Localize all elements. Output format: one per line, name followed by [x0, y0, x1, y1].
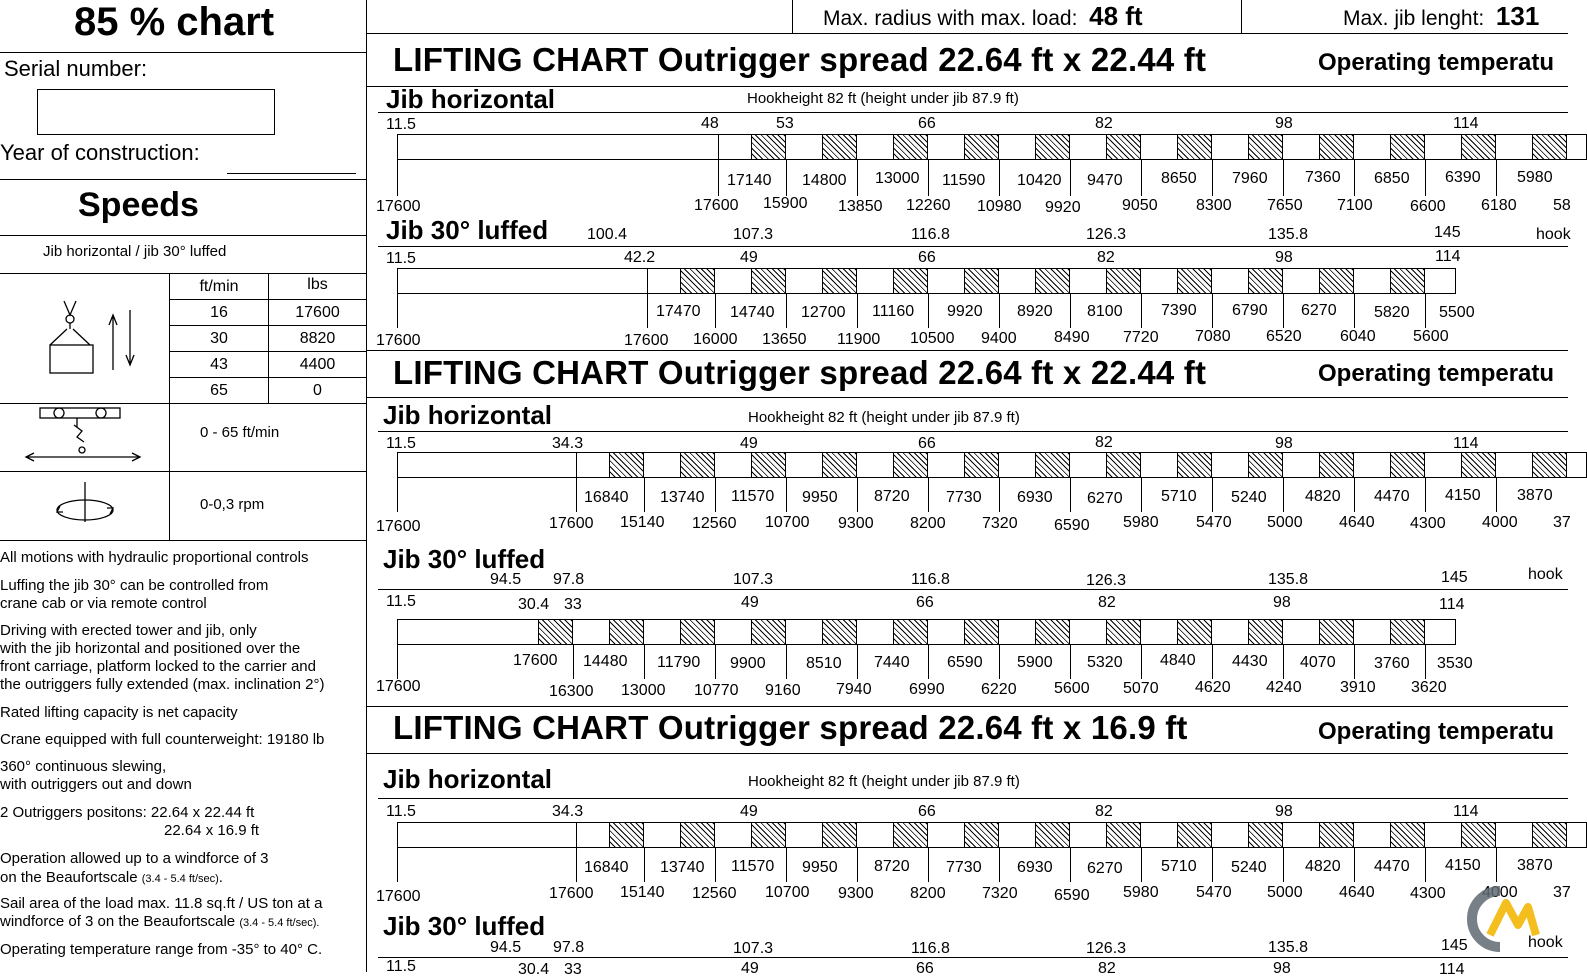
load-value: 7440: [874, 654, 910, 671]
load-value: 6220: [981, 681, 1017, 698]
hookheight-value: 126.3: [1086, 226, 1127, 243]
radius-label: 98: [1273, 594, 1291, 611]
hook-label: hook: [1528, 934, 1563, 951]
load-value: 9400: [981, 330, 1017, 347]
radius-label: 82: [1097, 249, 1115, 266]
load-value: 4470: [1374, 488, 1410, 505]
load-value: 4000: [1482, 884, 1518, 901]
radius-label: 114: [1453, 115, 1479, 132]
load-value: 5000: [1267, 884, 1303, 901]
serial-number-label: Serial number:: [4, 56, 148, 81]
hookheight-value: 97.8: [553, 571, 585, 588]
load-value: 5240: [1231, 489, 1267, 506]
load-value: 17600: [376, 888, 421, 905]
load-value: 13740: [660, 859, 705, 876]
load-value: 3870: [1517, 857, 1553, 874]
note-line: Driving with erected tower and jib, only: [0, 622, 257, 639]
load-value: 6180: [1481, 197, 1517, 214]
radius-label: 98: [1275, 115, 1293, 132]
table-cell: 65: [210, 382, 228, 399]
operating-temperature-label: Operating temperatu: [1318, 49, 1555, 76]
hookheight-value: 107.3: [733, 226, 774, 243]
section-title: Jib 30° luffed: [383, 544, 546, 574]
load-value: 4820: [1305, 858, 1341, 875]
load-value: 7940: [836, 681, 872, 698]
load-value: 4000: [1482, 514, 1518, 531]
load-value: 8200: [910, 515, 946, 532]
load-value: 6270: [1087, 860, 1123, 877]
max-radius-header: Max. radius with max. load: 48 ft: [823, 1, 1143, 31]
radius-label: 114: [1439, 596, 1465, 613]
load-value: 4070: [1300, 654, 1336, 671]
trolley-speed: 0 - 65 ft/min: [200, 424, 280, 441]
load-value: 17600: [694, 197, 739, 214]
radius-label: 49: [741, 960, 759, 977]
speeds-subtitle: Jib horizontal / jib 30° luffed: [43, 243, 227, 260]
hookheight-value: 97.8: [553, 939, 585, 956]
hookheight-value: 135.8: [1268, 571, 1309, 588]
load-value: 9050: [1122, 197, 1158, 214]
load-value: 3530: [1437, 655, 1473, 672]
radius-label: 33: [564, 961, 582, 978]
load-value: 8300: [1196, 197, 1232, 214]
load-value: 6520: [1266, 328, 1302, 345]
load-value: 12560: [692, 515, 737, 532]
load-value: 8920: [1017, 303, 1053, 320]
load-value: 8490: [1054, 329, 1090, 346]
radius-label: 114: [1435, 248, 1461, 265]
radius-label: 11.5: [386, 116, 416, 133]
load-value: 11570: [731, 488, 775, 505]
radius-label: 82: [1098, 594, 1116, 611]
load-value: 4840: [1160, 652, 1196, 669]
load-value: 16840: [584, 859, 629, 876]
lifting-chart-title: LIFTING CHART Outrigger spread 22.64 ft x 22.44 ft: [393, 354, 1207, 391]
load-value: 7730: [946, 489, 982, 506]
load-value: 9950: [802, 859, 838, 876]
load-value: 6790: [1232, 302, 1268, 319]
radius-label: 66: [916, 594, 934, 611]
hoist-icon: [40, 295, 150, 380]
load-value: 37: [1553, 514, 1571, 531]
load-value: 5320: [1087, 654, 1123, 671]
note-line: Luffing the jib 30° can be controlled from: [0, 577, 269, 594]
year-of-construction-field[interactable]: [227, 173, 356, 174]
hookheight-value: 100.4: [587, 226, 628, 243]
load-value: 7720: [1123, 329, 1159, 346]
radius-label: 114: [1453, 803, 1479, 820]
note-line: Sail area of the load max. 11.8 sq.ft / US ton at a: [0, 895, 323, 912]
slewing-icon: [50, 478, 120, 528]
load-value: 3870: [1517, 487, 1553, 504]
radius-label: 82: [1098, 960, 1116, 977]
load-value: 9300: [838, 885, 874, 902]
load-value: 14480: [583, 653, 628, 670]
load-value: 17600: [376, 678, 421, 695]
load-value: 8510: [806, 655, 842, 672]
load-value: 12560: [692, 885, 737, 902]
speeds-title: Speeds: [78, 186, 199, 224]
note-line: with the jib horizontal and positioned over the: [0, 640, 301, 657]
radius-label: 114: [1453, 435, 1479, 452]
load-value: 8650: [1161, 170, 1197, 187]
load-value: 13000: [621, 682, 666, 699]
radius-label: 49: [740, 249, 758, 266]
load-value: 9950: [802, 489, 838, 506]
load-value: 14740: [730, 304, 775, 321]
watermark-logo: [1460, 885, 1540, 951]
hookheight-value: 145: [1441, 937, 1468, 954]
load-value: 4240: [1266, 679, 1302, 696]
radius-label: 98: [1273, 960, 1291, 977]
load-value: 13000: [875, 170, 920, 187]
load-value: 7360: [1305, 169, 1341, 186]
load-value: 11590: [942, 172, 986, 189]
note-line: Crane equipped with full counterweight: 19180 lb: [0, 731, 325, 748]
load-value: 4820: [1305, 488, 1341, 505]
load-value: 5710: [1161, 858, 1197, 875]
load-value: 3760: [1374, 655, 1410, 672]
note-line: 2 Outriggers positons: 22.64 x 22.44 ft: [0, 804, 255, 821]
hookheight-value: 145: [1441, 569, 1468, 586]
load-value: 17600: [513, 652, 558, 669]
load-value: 6930: [1017, 859, 1053, 876]
load-value: 17140: [727, 172, 772, 189]
load-value: 8100: [1087, 303, 1123, 320]
load-value: 6990: [909, 681, 945, 698]
load-value: 11900: [837, 331, 881, 348]
hook-label: hook: [1528, 566, 1563, 583]
load-value: 5900: [1017, 654, 1053, 671]
load-value: 7730: [946, 859, 982, 876]
load-value: 4640: [1339, 514, 1375, 531]
radius-label: 98: [1275, 803, 1293, 820]
load-value: 11790: [657, 654, 701, 671]
hookheight-value: 116.8: [911, 571, 950, 588]
load-value: 17600: [549, 885, 594, 902]
radius-label: 53: [776, 115, 794, 132]
note-line: Operation allowed up to a windforce of 3: [0, 850, 269, 867]
hoist-header-speed: ft/min: [199, 278, 239, 295]
hookheight-value: 135.8: [1268, 939, 1309, 956]
load-value: 16840: [584, 489, 629, 506]
load-value: 6600: [1410, 198, 1446, 215]
load-value: 9300: [838, 515, 874, 532]
load-value: 5710: [1161, 488, 1197, 505]
year-of-construction-label: Year of construction:: [0, 140, 200, 165]
load-value: 8720: [874, 488, 910, 505]
load-value: 4300: [1410, 885, 1446, 902]
lifting-chart-title: LIFTING CHART Outrigger spread 22.64 ft x 16.9 ft: [393, 709, 1188, 746]
load-value: 9470: [1087, 172, 1123, 189]
load-value: 6040: [1340, 328, 1376, 345]
hook-label: hook: [1536, 226, 1571, 243]
table-cell: 0: [313, 382, 322, 399]
hookheight-label: Hookheight 82 ft (height under jib 87.9 ft): [748, 773, 1020, 790]
radius-label: 30.4: [518, 596, 550, 613]
note-line: on the Beaufortscale (3.4 - 5.4 ft/sec).: [0, 869, 223, 886]
note-line: 22.64 x 16.9 ft: [164, 822, 260, 839]
hookheight-label: Hookheight 82 ft (height under jib 87.9 ft): [747, 90, 1019, 107]
trolley-icon: [22, 405, 152, 465]
hookheight-value: 126.3: [1086, 940, 1127, 957]
note-line: the outriggers fully extended (max. inclination 2°): [0, 676, 325, 693]
load-value: 9160: [765, 682, 801, 699]
load-value: 5600: [1054, 680, 1090, 697]
load-value: 6850: [1374, 170, 1410, 187]
radius-label: 66: [918, 115, 936, 132]
load-value: 9900: [730, 655, 766, 672]
load-value: 6270: [1087, 490, 1123, 507]
radius-label: 34.3: [552, 435, 584, 452]
hookheight-value: 145: [1434, 224, 1461, 241]
hookheight-value: 107.3: [733, 571, 774, 588]
load-value: 6590: [1054, 887, 1090, 904]
radius-label: 11.5: [386, 958, 416, 975]
load-value: 5470: [1196, 884, 1232, 901]
radius-label: 49: [740, 435, 758, 452]
lifting-chart-title: LIFTING CHART Outrigger spread 22.64 ft x 22.44 ft: [393, 41, 1207, 78]
load-value: 12260: [906, 197, 951, 214]
load-value: 5240: [1231, 859, 1267, 876]
load-value: 6590: [1054, 517, 1090, 534]
load-value: 10980: [977, 198, 1022, 215]
load-value: 6590: [947, 654, 983, 671]
load-value: 4150: [1445, 487, 1481, 504]
load-value: 7650: [1267, 197, 1303, 214]
load-value: 3620: [1411, 679, 1447, 696]
note-line: windforce of 3 on the Beaufortscale (3.4 - 5.4 ft/sec).: [0, 913, 320, 930]
radius-label: 30.4: [518, 961, 550, 978]
hookheight-value: 116.8: [911, 226, 950, 243]
chart-percent-title: 85 % chart: [74, 0, 275, 44]
note-line: Rated lifting capacity is net capacity: [0, 704, 238, 721]
load-value: 5820: [1374, 304, 1410, 321]
note-line: front carriage, platform locked to the carrier and: [0, 658, 316, 675]
section-title: Jib horizontal: [383, 400, 552, 430]
load-value: 9920: [947, 303, 983, 320]
radius-label: 82: [1095, 115, 1113, 132]
radius-label: 11.5: [386, 250, 416, 267]
operating-temperature-label: Operating temperatu: [1318, 360, 1555, 387]
radius-label: 49: [740, 803, 758, 820]
load-value: 13740: [660, 489, 705, 506]
radius-label: 49: [741, 594, 759, 611]
hookheight-value: 135.8: [1268, 226, 1309, 243]
hookheight-label: Hookheight 82 ft (height under jib 87.9 ft): [748, 409, 1020, 426]
load-value: 6270: [1301, 302, 1337, 319]
load-value: 11160: [872, 303, 915, 320]
radius-label: 42.2: [624, 249, 656, 266]
load-value: 17600: [549, 515, 594, 532]
section-title: Jib 30° luffed: [386, 215, 549, 245]
load-value: 5500: [1439, 304, 1475, 321]
load-value: 4300: [1410, 515, 1446, 532]
load-value: 4640: [1339, 884, 1375, 901]
load-value: 13850: [838, 198, 883, 215]
note-line: crane cab or via remote control: [0, 595, 207, 612]
hookheight-value: 126.3: [1086, 572, 1127, 589]
note-line: with outriggers out and down: [0, 776, 192, 793]
load-value: 10770: [694, 682, 739, 699]
load-value: 13650: [762, 331, 807, 348]
table-cell: 16: [210, 304, 228, 321]
table-cell: 30: [210, 330, 228, 347]
load-value: 10700: [765, 884, 810, 901]
load-value: 37: [1553, 884, 1571, 901]
load-value: 14800: [802, 172, 847, 189]
hookheight-value: 116.8: [911, 940, 950, 957]
load-value: 10500: [910, 330, 955, 347]
radius-label: 11.5: [386, 593, 416, 610]
load-value: 15900: [763, 195, 808, 212]
load-value: 8200: [910, 885, 946, 902]
table-cell: 8820: [299, 330, 336, 347]
serial-number-field[interactable]: [37, 89, 275, 135]
hoist-header-load: lbs: [307, 276, 328, 293]
table-cell: 43: [210, 356, 228, 373]
load-value: 7320: [982, 885, 1018, 902]
slewing-speed: 0-0,3 rpm: [200, 496, 265, 513]
note-line: 360° continuous slewing,: [0, 758, 167, 775]
radius-label: 114: [1439, 961, 1465, 978]
load-value: 3910: [1340, 679, 1376, 696]
load-value: 15140: [620, 884, 665, 901]
section-title: Jib 30° luffed: [383, 911, 546, 941]
hookheight-value: 107.3: [733, 940, 774, 957]
load-value: 7320: [982, 515, 1018, 532]
radius-label: 98: [1275, 435, 1293, 452]
hookheight-value: 94.5: [490, 571, 522, 588]
load-value: 11570: [731, 858, 775, 875]
radius-label: 11.5: [386, 435, 416, 452]
load-value: 7390: [1161, 302, 1197, 319]
load-value: 7080: [1195, 328, 1231, 345]
load-value: 5980: [1123, 884, 1159, 901]
radius-label: 34.3: [552, 803, 584, 820]
table-cell: 17600: [295, 304, 340, 321]
load-value: 16300: [549, 683, 594, 700]
section-title: Jib horizontal: [383, 764, 552, 794]
load-value: 7960: [1232, 170, 1268, 187]
note-line: Operating temperature range from -35° to 40° C.: [0, 941, 323, 958]
section-title: Jib horizontal: [386, 84, 555, 114]
load-value: 16000: [693, 331, 738, 348]
load-value: 6390: [1445, 169, 1481, 186]
load-value: 6930: [1017, 489, 1053, 506]
load-value: 17600: [376, 518, 421, 535]
load-value: 17470: [656, 303, 701, 320]
operating-temperature-label: Operating temperatu: [1318, 718, 1555, 745]
load-value: 5600: [1413, 328, 1449, 345]
load-value: 17600: [376, 332, 421, 349]
hookheight-value: 94.5: [490, 939, 522, 956]
max-jib-header: Max. jib lenght: 131: [1343, 1, 1540, 31]
load-value: 4470: [1374, 858, 1410, 875]
load-value: 5070: [1123, 680, 1159, 697]
radius-label: 48: [701, 115, 719, 132]
load-value: 7100: [1337, 197, 1373, 214]
load-value: 17600: [624, 332, 669, 349]
radius-label: 98: [1275, 249, 1293, 266]
load-value: 58: [1553, 197, 1571, 214]
radius-label: 82: [1095, 803, 1113, 820]
load-value: 9920: [1045, 199, 1081, 216]
load-value: 17600: [376, 198, 421, 215]
load-value: 15140: [620, 514, 665, 531]
load-value: 12700: [801, 304, 846, 321]
radius-label: 82: [1095, 434, 1113, 451]
load-value: 10700: [765, 514, 810, 531]
note-line: All motions with hydraulic proportional controls: [0, 549, 309, 566]
load-value: 5980: [1123, 514, 1159, 531]
load-value: 8720: [874, 858, 910, 875]
load-value: 5470: [1196, 514, 1232, 531]
table-cell: 4400: [299, 356, 336, 373]
load-value: 5000: [1267, 514, 1303, 531]
radius-label: 11.5: [386, 803, 416, 820]
radius-label: 66: [918, 249, 936, 266]
radius-label: 66: [918, 803, 936, 820]
load-value: 4430: [1232, 653, 1268, 670]
load-value: 10420: [1017, 172, 1062, 189]
load-value: 4150: [1445, 857, 1481, 874]
radius-label: 33: [564, 596, 582, 613]
radius-label: 66: [916, 960, 934, 977]
load-value: 4620: [1195, 679, 1231, 696]
radius-label: 66: [918, 435, 936, 452]
load-value: 5980: [1517, 169, 1553, 186]
